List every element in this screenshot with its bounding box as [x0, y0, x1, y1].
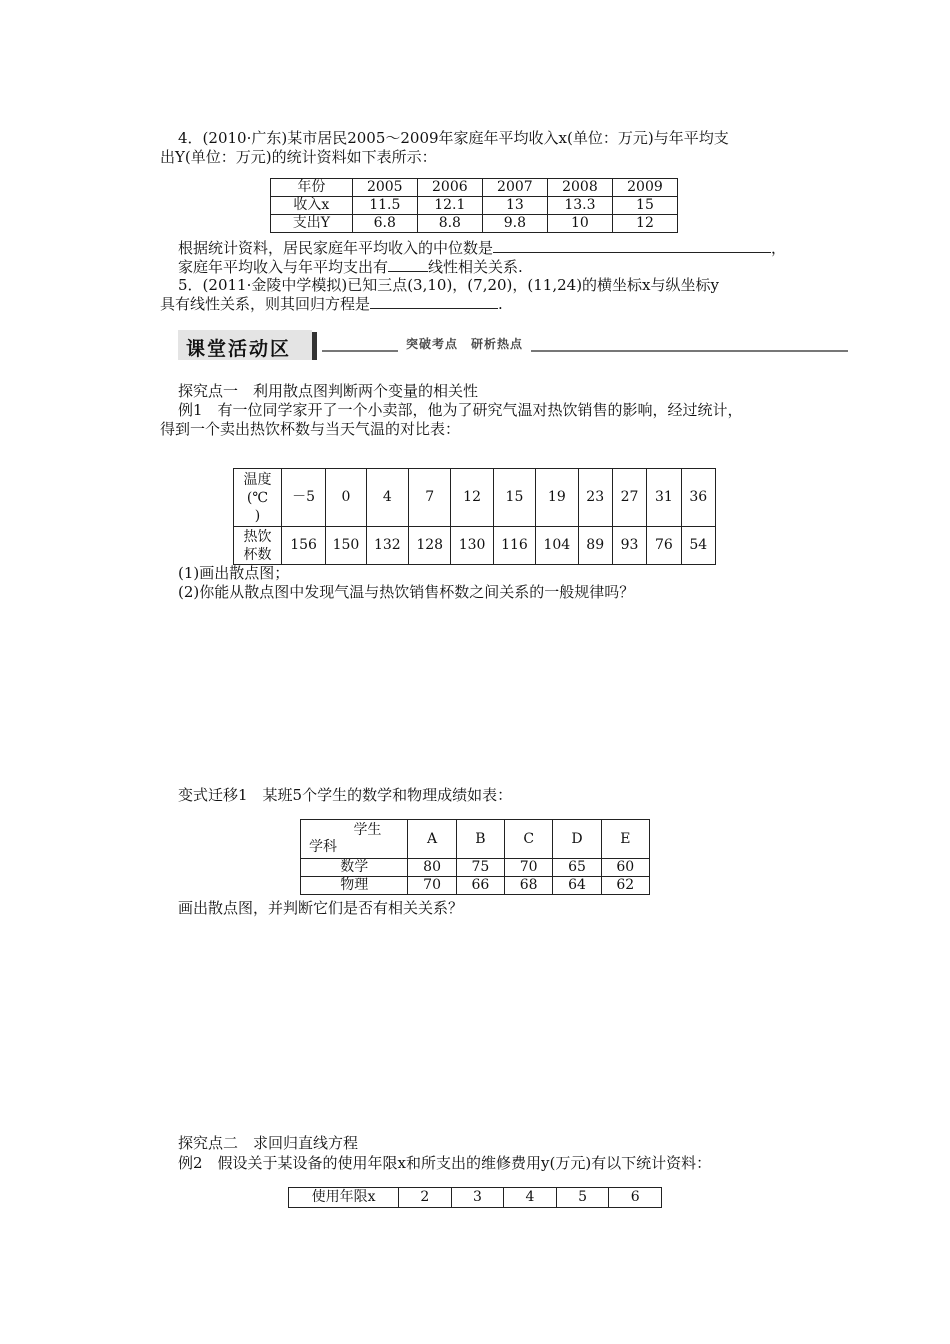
table-cell: 4	[504, 1188, 557, 1208]
table-cell: A	[408, 820, 456, 859]
corner-top-label: 学生	[353, 822, 382, 838]
table-cell: 11.5	[352, 197, 417, 215]
table-cell: 4	[366, 469, 408, 527]
answer-blank	[493, 238, 771, 253]
q4-line1: 4．(2010·广东)某市居民2005～2009年家庭年平均收入x(单位：万元)与年平均支	[178, 129, 729, 147]
table-cell: 128	[409, 527, 451, 565]
table-cell: 54	[681, 527, 715, 565]
banner-title: 课堂活动区	[186, 338, 292, 360]
table-cell: 89	[578, 527, 612, 565]
q4-answer-line2	[178, 257, 523, 277]
table-cell: 70	[505, 859, 553, 877]
q4-answer-line1	[178, 238, 786, 258]
table-cell: 70	[408, 877, 456, 895]
table-cell: 104	[536, 527, 578, 565]
q4-table	[270, 178, 678, 233]
table-cell: 66	[456, 877, 504, 895]
table-cell: 15	[612, 197, 677, 215]
table-cell: 2008	[547, 179, 612, 197]
table-row	[301, 877, 650, 895]
table-cell: 10	[547, 215, 612, 233]
q4-answer-text: 根据统计资料，居民家庭年平均收入的中位数是	[178, 239, 494, 257]
table-cell: 12.1	[417, 197, 482, 215]
q4-answer-text-2a: 家庭年平均收入与年平均支出有	[178, 258, 389, 276]
example1-line1: 例1 有一位同学家开了一个小卖部，他为了研究气温对热饮销售的影响，经过统计，	[178, 401, 743, 419]
table-cell: 31	[647, 469, 681, 527]
table-cell: 6	[609, 1188, 662, 1208]
answer-blank	[370, 294, 498, 309]
q5-line2	[160, 294, 503, 314]
q4-line2: 出Y(单位：万元)的统计资料如下表所示：	[160, 148, 437, 166]
table-cell: B	[456, 820, 504, 859]
banner-divider	[312, 332, 317, 360]
table-cell: 27	[612, 469, 646, 527]
table-cell: 13.3	[547, 197, 612, 215]
table-cell: 76	[647, 527, 681, 565]
table-cell: 7	[409, 469, 451, 527]
table-cell: 130	[451, 527, 493, 565]
q5-line1: 5．(2011·金陵中学模拟)已知三点(3,10)，(7,20)，(11,24)的横坐标x与纵坐标y	[178, 276, 719, 294]
maintenance-table	[288, 1187, 662, 1208]
table-cell: 150	[326, 527, 366, 565]
table-row	[271, 179, 678, 197]
table-row	[289, 1188, 662, 1208]
table-cell: 75	[456, 859, 504, 877]
row-header-temperature	[234, 469, 282, 527]
header-text: (℃	[246, 489, 269, 506]
table-cell: 2009	[612, 179, 677, 197]
table-cell: 65	[553, 859, 601, 877]
table-cell: E	[601, 820, 649, 859]
header-text: 热饮	[243, 528, 272, 545]
table-cell: 物理	[301, 877, 408, 895]
table-row	[271, 197, 678, 215]
table-cell: 9.8	[482, 215, 547, 233]
table-cell: －5	[281, 469, 325, 527]
header-text: 温度	[243, 471, 272, 488]
scores-table	[300, 819, 650, 895]
table-cell: 8.8	[417, 215, 482, 233]
q4-answer-end: ，	[771, 239, 787, 257]
table-row	[301, 859, 650, 877]
table-cell: 3	[451, 1188, 504, 1208]
table-cell: 数学	[301, 859, 408, 877]
table-row	[301, 820, 650, 859]
section2-heading: 探究点二 求回归直线方程	[178, 1134, 359, 1152]
table-cell: 68	[505, 877, 553, 895]
table-cell: D	[553, 820, 601, 859]
table-row	[271, 215, 678, 233]
table-cell: 2007	[482, 179, 547, 197]
row-header-cups	[234, 527, 282, 565]
table-cell: 使用年限x	[289, 1188, 399, 1208]
table-cell: C	[505, 820, 553, 859]
example1-question2: (2)你能从散点图中发现气温与热饮销售杯数之间关系的一般规律吗？	[178, 583, 635, 601]
banner-subtitle: 突破考点 研析热点	[398, 335, 531, 352]
table-cell: 0	[326, 469, 366, 527]
q5-end: .	[498, 295, 503, 313]
table-cell: 12	[612, 215, 677, 233]
example1-line2: 得到一个卖出热饮杯数与当天气温的对比表：	[160, 420, 461, 438]
header-text: 杯数	[243, 546, 272, 563]
table-cell: 36	[681, 469, 715, 527]
table-cell: 2005	[352, 179, 417, 197]
table-cell: 2006	[417, 179, 482, 197]
table-cell: 5	[556, 1188, 609, 1208]
table-cell: 13	[482, 197, 547, 215]
temperature-table	[233, 468, 716, 565]
example1-question1: (1)画出散点图；	[178, 564, 290, 582]
variant1-question: 画出散点图，并判断它们是否有相关关系？	[178, 899, 464, 917]
variant1-heading: 变式迁移1 某班5个学生的数学和物理成绩如表：	[178, 786, 513, 804]
table-cell: 年份	[271, 179, 353, 197]
section1-heading: 探究点一 利用散点图判断两个变量的相关性	[178, 382, 479, 400]
table-cell: 116	[493, 527, 535, 565]
table-cell: 60	[601, 859, 649, 877]
answer-blank	[388, 257, 428, 272]
table-cell: 19	[536, 469, 578, 527]
table-row	[234, 527, 716, 565]
table-cell: 156	[281, 527, 325, 565]
q5-text: 具有线性关系，则其回归方程是	[160, 295, 371, 313]
corner-bottom-label: 学科	[309, 839, 337, 855]
table-cell: 6.8	[352, 215, 417, 233]
example2-text: 例2 假设关于某设备的使用年限x和所支出的维修费用y(万元)有以下统计资料：	[178, 1154, 712, 1172]
table-cell: 93	[612, 527, 646, 565]
section-banner	[178, 330, 848, 364]
q4-answer-text-2b: 线性相关关系.	[428, 258, 523, 276]
table-cell: 12	[451, 469, 493, 527]
corner-header	[301, 820, 408, 859]
table-cell: 62	[601, 877, 649, 895]
table-cell: 64	[553, 877, 601, 895]
table-cell: 23	[578, 469, 612, 527]
table-cell: 2	[399, 1188, 452, 1208]
table-cell: 80	[408, 859, 456, 877]
table-cell: 收入x	[271, 197, 353, 215]
table-cell: 支出Y	[271, 215, 353, 233]
table-row	[234, 469, 716, 527]
header-text: )	[254, 507, 261, 524]
table-cell: 132	[366, 527, 408, 565]
table-cell: 15	[493, 469, 535, 527]
